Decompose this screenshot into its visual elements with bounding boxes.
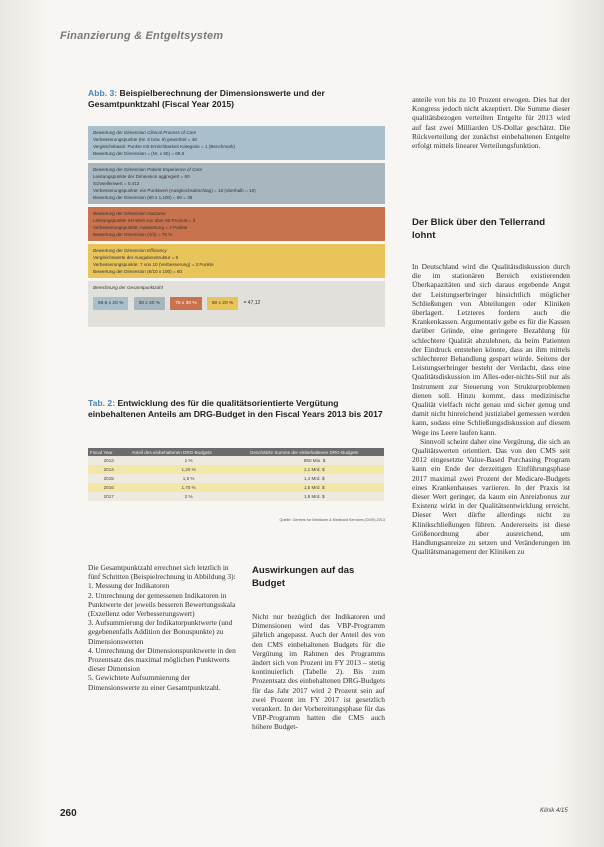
- table-title: [88, 398, 388, 420]
- table-cell: 1,1 Mrd. $: [248, 465, 384, 474]
- list-item: 5. Gewichtete Aufsummierung der Dimensionswerte zu einer Gesamtpunktzahl.: [88, 673, 221, 692]
- column-header: Fiscal Year: [88, 448, 129, 456]
- table-cell: 2 %: [129, 492, 247, 501]
- total-term: 75 x 30 %: [170, 297, 201, 310]
- total-term: 60 x 20 %: [207, 297, 238, 310]
- list-item: 3. Aufsummierung der Indikatorpunktwerte (und gegebenenfalls Addition der Bonuspunkte) zu Dimensionswerten: [88, 618, 233, 646]
- table-row: [88, 456, 384, 465]
- total-heading: Berechnung der Gesamtpunktzahl: [93, 285, 163, 290]
- table-title-text: Entwicklung des für die qualitätsorientierte Vergütung einbehaltenen Anteils am DRG-Budget in den Fiscal Years 2013 bis 2017: [88, 398, 383, 419]
- step-line: Vergleichsbasis: Punkte mit Erreichbarkeit Kategorie = 1 (Benchmark): [93, 144, 236, 149]
- table-row: [88, 474, 384, 483]
- step-heading: Bewertung der Dimension Clinical Process of Care: [93, 130, 197, 135]
- table-row: [88, 492, 384, 501]
- paragraph: anteile von bis zu 10 Prozent erwogen. Dies hat der Kongress jedoch nicht akzeptiert. Die Summe dieser qualitätsbezogen verteilten Entgelte für 2013 wird auf fast zwei Milliarden US-Dollar geschätzt. Die Rückverteilung der zunächst einbehaltenen Entgelte erfolgt mittels linearer Verteilungsfunktion.: [412, 95, 570, 151]
- step-line: Bewertung der Dimension = (Nr. x 80) = 69,6: [93, 151, 185, 156]
- table-cell: 2016: [88, 483, 129, 492]
- step-heading: Bewertung der Dimension Patient Experience of Care: [93, 167, 203, 172]
- step-total: [88, 281, 385, 327]
- drg-table: [88, 448, 384, 501]
- table-cell: 1,5 Mrd. $: [248, 483, 384, 492]
- step-heading: Bewertung der Dimension Efficiency: [93, 248, 167, 253]
- paragraph: In Deutschland wird die Qualitätsdiskussion durch die im stationären Bereich existierenden Überkapazitäten und sich daraus ergebende Angst der Leistungserbringer hinsichtlich möglicher Schließungen von Abteilungen oder Kliniken überlagert. Letzteres fordern auch die Krankenkassen. Argumentativ gebe es für die Kassen darüber Gründe, eine geringere Bezahlung für schlechtere Qualität abzulehnen, da beim Patienten der Eindruck entstehen könnte, dass an ihm mittels schlechterer Behandlung gespart würde. Seitens der Leistungserbringer besteht der Verdacht, dass eine Qualitätsdiskussion im Alles-oder-nichts-Stil nur als Instrument zur Steuerung von Strukturproblemen dienen soll. Hinzu kommt, dass medizinische Qualität vielfach nicht genau und sicher genug und damit nicht hinreichend justiziabel gemessen werden kann, sodass eine Schließungsdiskussion auf diesem Wege ins Leere laufen kann.: [412, 262, 570, 437]
- table-header-row: [88, 448, 384, 456]
- table-cell: 2013: [88, 456, 129, 465]
- body-left-column: [88, 563, 236, 692]
- step-line: Bewertung der Dimension (6/10 x 100) = 60: [93, 269, 182, 274]
- paragraph: Die Gesamtpunktzahl errechnet sich letztlich in fünf Schritten (Beispielrechnung in Abbildung 3):: [88, 563, 236, 582]
- step-line: Verbesserungspunkte: ein Punktwert (Ausgleichsabschlag) = 18 (oberhalb = 10): [93, 188, 256, 193]
- body-right-column-top: [412, 95, 570, 150]
- paragraph: Nicht nur bezüglich der Indikatoren und Dimensionen wird das VBP-Programm jährlich angepasst. Auch der Anteil des von den CMS einbehaltenen Budgets für die Vergütung im Rahmen des Programms ändert sich von Prozent im FY 2013 – stetig kontinuierlich (Tabelle 2). Bis zum Prozentsatz des einbehaltenen DRG-Budgets für das Jahr 2017 wird 2 Prozent sein auf zwei Prozent im FY 2017 ist gesetzlich verankert. In der Vorbereitungsphase für das VBP-Programm hatten die CMS auch höhere Budget-: [252, 612, 385, 732]
- step-line: Vergleichswerte der Ausgabenstruktur = 6: [93, 255, 179, 260]
- total-term: 69,6 x 20 %: [93, 297, 128, 310]
- step-patient-experience: [88, 163, 385, 204]
- step-line: Leistungspunkte mit Wert von über 80 Prozent = 3: [93, 218, 196, 223]
- step-line: Verbesserungspunkte: Auswertung = 4 Punkte: [93, 225, 188, 230]
- column-header: Anteil des einbehaltenen DRG-Budgets: [129, 448, 247, 456]
- step-line: Leistungspunkte der Dimension aggregiert = 60: [93, 174, 190, 179]
- table-cell: 1,25 %: [129, 465, 247, 474]
- figure-title: [88, 88, 388, 110]
- body-right-column: [412, 262, 570, 557]
- table-cell: 1,75 %: [129, 483, 247, 492]
- page-number: 260: [60, 808, 77, 819]
- table-source: Quelle: Centers for Medicare & Medicaid Services (CMS) 2013: [279, 518, 385, 522]
- section-heading-tellerrand: Der Blick über den Tellerrand lohnt: [412, 217, 546, 241]
- paragraph: Sinnvoll scheint daher eine Vergütung, die sich an Qualitätswerten orientiert. Das von den CMS seit 2012 eingesetzte Value-Based Purchasing Program kann ein Ende der derzeitigen Einführungsphase 2017 maximal zwei Prozent der Medicare-Budgets eines Krankenhauses variieren. In der Praxis ist dieser Wert geringer, da kaum ein Anreizbonus zur Existenz wirkt in der Qualitätsentwicklung erreicht. Dieser Wert dürfte allerdings nicht zu Klinikschließungen führen. Andererseits ist diese Größenordnung aber ausreichend, um Handlungsanreize zu setzen und Veränderungen im Qualitätsmanagement der Kliniken zu: [412, 436, 570, 557]
- table-cell: 2014: [88, 465, 129, 474]
- table-cell: 850 Mio. $: [248, 456, 384, 465]
- table-label: Tab. 2:: [88, 398, 116, 408]
- step-efficiency: [88, 244, 385, 278]
- step-line: Verbesserungspunkte (Nr. 6 bzw. 9) gewichtet = 48: [93, 137, 197, 142]
- list-item: 1. Messung der Indikatoren: [88, 581, 170, 591]
- figure-title-text: Beispielberechnung der Dimensionswerte und der Gesamtpunktzahl (Fiscal Year 2015): [88, 88, 325, 109]
- running-head: Finanzierung & Entgeltsystem: [60, 30, 224, 42]
- table-cell: 2015: [88, 474, 129, 483]
- table-cell: 1,9 Mrd. $: [248, 492, 384, 501]
- table-cell: 1,5 %: [129, 474, 247, 483]
- table-cell: 2017: [88, 492, 129, 501]
- column-header: Geschätzte Summe der einbehaltenen DRG-Budgets: [248, 448, 384, 456]
- step-line: Bewertung der Dimension (3/4) = 75 %: [93, 232, 173, 237]
- section-heading-budget: Auswirkungen auf das Budget: [252, 565, 355, 589]
- table-row: [88, 465, 384, 474]
- total-result: = 47,12: [243, 300, 261, 306]
- list-item: 2. Umrechnung der gemessenen Indikatoren in Punktwerte der jeweils besseren Bewertungsskala (Exzellenz oder Verbesserungswert): [88, 590, 236, 619]
- body-middle-column: [252, 612, 385, 732]
- total-term: 38 x 30 %: [134, 297, 165, 310]
- step-line: Verbesserungspunkte: 7 von 10 (Verbesserung) = 3 Punkte: [93, 262, 214, 267]
- step-outcome: [88, 207, 385, 241]
- step-line: Schwellenwert = 0,412: [93, 181, 140, 186]
- step-clinical-process: [88, 126, 385, 160]
- step-line: Bewertung der Dimension (60 x 1,100) = 60 = 38: [93, 195, 193, 200]
- figure-scheme: [88, 126, 385, 330]
- magazine-logo: Klinik 4/15: [540, 808, 568, 814]
- table-cell: 1,4 Mrd. $: [248, 474, 384, 483]
- table-row: [88, 483, 384, 492]
- table-cell: 1 %: [129, 456, 247, 465]
- step-heading: Bewertung der Dimension Outcome: [93, 211, 166, 216]
- figure-label: Abb. 3:: [88, 88, 118, 98]
- list-item: 4. Umrechnung der Dimensionspunktwerte in den Prozentsatz des maximal möglichen Punktwerts dieser Dimension: [88, 645, 236, 674]
